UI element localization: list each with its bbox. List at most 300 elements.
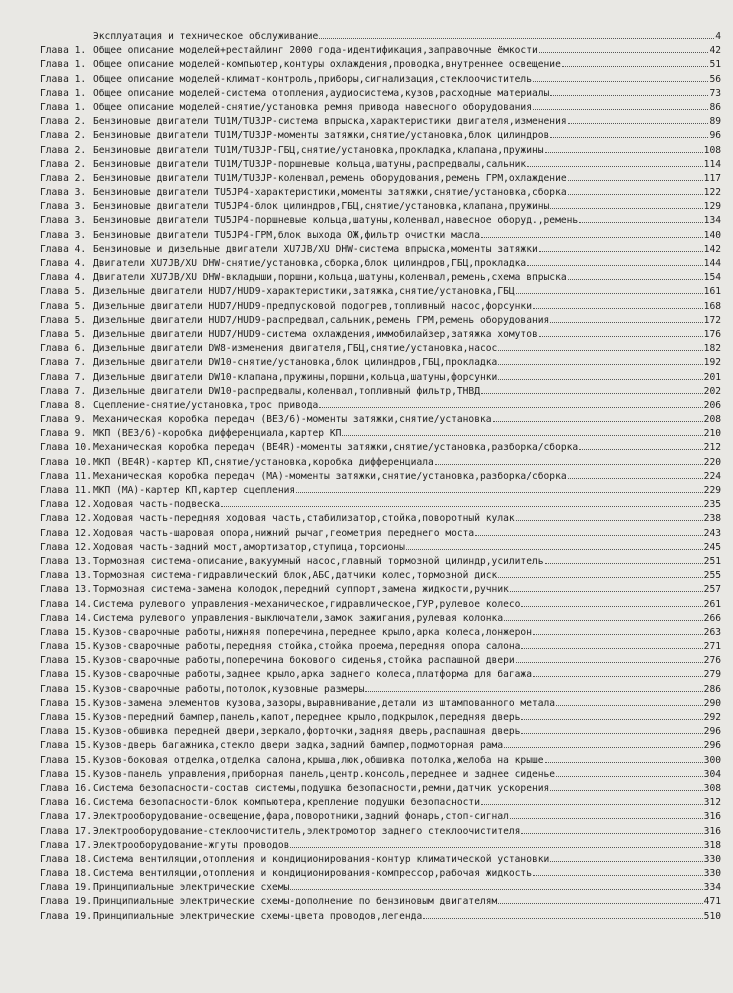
dot-leader <box>406 549 703 550</box>
chapter-label: Глава 5. <box>40 314 87 326</box>
chapter-label: Глава 16. <box>40 782 92 794</box>
toc-entry <box>93 810 721 824</box>
entry-title: Принципиальные электрические схемы-дополнение по бензиновым двигателям <box>93 896 498 908</box>
toc-entry <box>93 73 721 87</box>
dot-leader <box>290 889 702 890</box>
entry-page-number: 206 <box>703 399 721 411</box>
entry-title: Дизельные двигатели DW8-изменения двигателя,ГБЦ,снятие/установка,насос <box>93 343 498 355</box>
toc-entry <box>93 839 721 853</box>
toc-row <box>0 229 733 243</box>
entry-title: Кузов-сварочные работы,нижняя поперечина,переднее крыло,арка колеса,лонжерон <box>93 626 532 638</box>
entry-page-number: 51 <box>709 59 721 71</box>
chapter-label: Глава 7. <box>40 371 87 383</box>
chapter-label: Глава 15. <box>40 740 92 752</box>
toc-row <box>0 697 733 711</box>
dot-leader <box>579 222 702 223</box>
chapter-label: Глава 11. <box>40 485 92 496</box>
dot-leader <box>556 705 703 706</box>
entry-page-number: 192 <box>703 357 721 369</box>
entry-page-number: 316 <box>703 811 721 823</box>
toc-entry <box>93 569 721 583</box>
toc-entry <box>93 668 721 682</box>
entry-title: Система рулевого управления-выключатели,замок зажигания,рулевая колонка <box>93 612 504 624</box>
dot-leader <box>539 52 709 53</box>
dot-leader <box>365 691 702 692</box>
toc-entry <box>93 484 721 498</box>
entry-page-number: 510 <box>703 910 721 922</box>
dot-leader <box>562 66 709 67</box>
chapter-label: Глава 12. <box>40 513 92 525</box>
entry-page-number: 271 <box>703 641 721 653</box>
toc-row <box>0 328 733 342</box>
toc-entry <box>93 853 721 867</box>
toc-entry <box>93 129 721 143</box>
toc-row <box>0 683 733 697</box>
entry-title: Принципиальные электрические схемы-цвета проводов,легенда <box>93 910 423 922</box>
entry-title: Общее описание моделей-компьютер,контуры охлаждения,проводка,внутреннее освещение <box>93 59 561 71</box>
toc-row <box>0 101 733 115</box>
dot-leader <box>498 903 702 904</box>
dot-leader <box>521 733 702 734</box>
chapter-label: Глава 5. <box>40 328 87 340</box>
entry-title: Дизельные двигатели DW10-клапана,пружины,поршни,кольца,шатуны,форсунки <box>93 371 498 383</box>
entry-page-number: 318 <box>703 839 721 851</box>
dot-leader <box>481 804 703 805</box>
toc-intro-row <box>0 30 733 44</box>
entry-page-number: 255 <box>703 570 721 582</box>
chapter-label: Глава 13. <box>40 584 92 596</box>
dot-leader <box>539 336 703 337</box>
dot-leader <box>481 393 703 394</box>
toc-row <box>0 867 733 881</box>
entry-page-number: 96 <box>709 130 721 142</box>
dot-leader <box>516 662 703 663</box>
entry-page-number: 73 <box>709 87 721 99</box>
entry-title: Система безопасности-состав системы,подушка безопасности,ремни,датчик ускорения <box>93 782 550 794</box>
entry-page-number: 296 <box>703 740 721 752</box>
entry-title: Общее описание моделей+рестайлинг 2000 года-идентификация,заправочные ёмкости <box>93 45 538 57</box>
dot-leader <box>533 308 703 309</box>
entry-page-number: 304 <box>703 768 721 780</box>
entry-page-number: 140 <box>703 229 721 241</box>
dot-leader <box>568 478 703 479</box>
chapter-label: Глава 9. <box>40 428 87 440</box>
entry-title: Дизельные двигатели HUD7/HUD9-характеристики,затяжка,снятие/установка,ГБЦ <box>93 286 515 298</box>
toc-entry <box>93 697 721 711</box>
toc-entry <box>93 626 721 640</box>
entry-title: Дизельные двигатели DW10-снятие/установка,блок цилиндров,ГБЦ,прокладка <box>93 357 498 369</box>
entry-title: Электрооборудование-стеклоочиститель,электромотор заднего стеклоочистителя <box>93 825 521 837</box>
chapter-label: Глава 15. <box>40 726 92 738</box>
chapter-label: Глава 5. <box>40 300 87 312</box>
entry-page-number: 245 <box>703 541 721 553</box>
toc-row <box>0 640 733 654</box>
toc-row <box>0 711 733 725</box>
entry-title: Кузов-сварочные работы,передняя стойка,стойка проема,передняя опора салона <box>93 641 521 653</box>
entry-title: Принципиальные электрические схемы <box>93 882 290 894</box>
entry-page-number: 263 <box>703 626 721 638</box>
entry-page-number: 292 <box>703 712 721 723</box>
toc-row <box>0 399 733 413</box>
dot-leader <box>568 123 709 124</box>
chapter-label: Глава 10. <box>40 456 92 468</box>
dot-leader <box>533 109 708 110</box>
entry-title: Ходовая часть-подвеска <box>93 499 221 511</box>
entry-page-number: 144 <box>703 258 721 269</box>
dot-leader <box>510 591 703 592</box>
chapter-label: Глава 10. <box>40 442 92 454</box>
entry-title: Система безопасности-блок компьютера,крепление подушки безопасности <box>93 797 480 809</box>
entry-page-number: 266 <box>703 612 721 624</box>
entry-title: Кузов-обшивка передней двери,зеркало,форточки,задняя дверь,распашная дверь <box>93 726 521 738</box>
toc-row <box>0 73 733 87</box>
toc-row <box>0 555 733 569</box>
toc-entry <box>93 825 721 839</box>
toc-row <box>0 44 733 58</box>
toc-entry <box>93 413 721 427</box>
chapter-label: Глава 1. <box>40 73 87 85</box>
chapter-label: Глава 17. <box>40 825 92 837</box>
toc-row <box>0 768 733 782</box>
chapter-label: Глава 4. <box>40 272 87 284</box>
entry-title: Двигатели XU7JB/XU DHW-вкладыши,поршни,кольца,шатуны,коленвал,ремень,схема впрыска <box>93 272 567 284</box>
dot-leader <box>498 364 702 365</box>
dot-leader <box>550 322 702 323</box>
entry-title: Кузов-сварочные работы,поперечина бокового сиденья,стойка распашной двери <box>93 655 515 667</box>
toc-row <box>0 796 733 810</box>
toc-row <box>0 569 733 583</box>
toc-entry <box>93 427 721 441</box>
dot-leader <box>342 435 702 436</box>
toc-row <box>0 512 733 526</box>
chapter-label: Глава 15. <box>40 768 92 780</box>
entry-title: Дизельные двигатели DW10-распредвалы,коленвал,топливный фильтр,ТНВД <box>93 385 480 397</box>
dot-leader <box>521 648 702 649</box>
chapter-label: Глава 1. <box>40 59 87 71</box>
dot-leader <box>498 577 702 578</box>
toc-entry <box>93 30 721 44</box>
entry-page-number: 290 <box>703 697 721 709</box>
chapter-label: Глава 12. <box>40 527 92 539</box>
entry-page-number: 229 <box>703 485 721 496</box>
entry-page-number: 312 <box>703 797 721 809</box>
entry-page-number: 161 <box>703 286 721 298</box>
chapter-label: Глава 2. <box>40 116 87 128</box>
entry-title: Кузов-боковая отделка,отделка салона,крыша,люк,обшивка потолка,желоба на крыше <box>93 754 544 766</box>
entry-page-number: 142 <box>703 243 721 255</box>
toc-entry <box>93 328 721 342</box>
toc-entry <box>93 58 721 72</box>
toc-row <box>0 144 733 158</box>
chapter-label: Глава 3. <box>40 187 87 199</box>
entry-title: Общее описание моделей-климат-контроль,приборы,сигнализация,стеклоочиститель <box>93 73 532 85</box>
toc-entry <box>93 541 721 555</box>
chapter-label: Глава 3. <box>40 215 87 227</box>
toc-entry <box>93 782 721 796</box>
toc-row <box>0 186 733 200</box>
dot-leader <box>550 861 702 862</box>
chapter-label: Глава 15. <box>40 697 92 709</box>
entry-title: Общее описание моделей-снятие/установка ремня привода навесного оборудования <box>93 101 532 113</box>
entry-page-number: 42 <box>709 45 721 57</box>
toc-entry <box>93 158 721 172</box>
entry-title: Кузов-дверь багажника,стекло двери задка,задний бампер,подмоторная рама <box>93 740 504 752</box>
entry-title: Бензиновые двигатели TU1M/TU3JP-ГБЦ,снятие/установка,прокладка,клапана,пружины <box>93 144 544 156</box>
toc-entry <box>93 87 721 101</box>
chapter-label: Глава 7. <box>40 385 87 397</box>
entry-page-number: 308 <box>703 782 721 794</box>
entry-title: Тормозная система-описание,вакуумный насос,главный тормозной цилиндр,усилитель <box>93 555 544 567</box>
dot-leader <box>579 449 702 450</box>
toc-row <box>0 470 733 484</box>
toc-entry <box>93 441 721 455</box>
dot-leader <box>533 676 703 677</box>
entry-page-number: 220 <box>703 456 721 468</box>
chapter-label: Глава 15. <box>40 641 92 653</box>
toc-entry <box>93 512 721 526</box>
toc-entry <box>93 612 721 626</box>
entry-title: Бензиновые двигатели TU1M/TU3JP-поршневые кольца,шатуны,распредвалы,сальник <box>93 158 527 170</box>
entry-title: Двигатели XU7JB/XU DHW-снятие/установка,сборка,блок цилиндров,ГБЦ,прокладка <box>93 258 527 269</box>
chapter-label: Глава 17. <box>40 811 92 823</box>
entry-page-number: 4 <box>715 31 721 42</box>
entry-page-number: 261 <box>703 598 721 610</box>
toc-row <box>0 739 733 753</box>
toc-row <box>0 385 733 399</box>
toc-row <box>0 115 733 129</box>
toc-entry <box>93 598 721 612</box>
toc-entry <box>93 527 721 541</box>
toc-entry <box>93 867 721 881</box>
chapter-label: Глава 19. <box>40 910 92 922</box>
entry-page-number: 182 <box>703 343 721 355</box>
toc-row <box>0 668 733 682</box>
entry-page-number: 117 <box>703 172 721 184</box>
entry-page-number: 154 <box>703 272 721 284</box>
dot-leader <box>545 152 703 153</box>
chapter-label: Глава 12. <box>40 541 92 553</box>
entry-title: Дизельные двигатели HUD7/HUD9-распредвал,сальник,ремень ГРМ,ремень оборудования <box>93 314 550 326</box>
entry-title: Бензиновые двигатели TU5JP4-ГРМ,блок выхода ОЖ,фильтр очистки масла <box>93 229 480 241</box>
entry-title: Бензиновые двигатели TU5JP4-характеристики,моменты затяжки,снятие/установка,сборка <box>93 187 567 199</box>
dot-leader <box>539 251 703 252</box>
toc-row <box>0 87 733 101</box>
toc-entry <box>93 725 721 739</box>
entry-title: МКП (BE3/6)-коробка дифференциала,картер КП <box>93 428 342 440</box>
toc-row <box>0 214 733 228</box>
toc-row <box>0 583 733 597</box>
toc-row <box>0 853 733 867</box>
dot-leader <box>481 237 703 238</box>
toc-entry <box>93 144 721 158</box>
entry-title: Дизельные двигатели HUD7/HUD9-система охлаждения,иммобилайзер,затяжка хомутов <box>93 328 538 340</box>
chapter-label: Глава 16. <box>40 797 92 809</box>
toc-entry <box>93 229 721 243</box>
chapter-label: Глава 13. <box>40 570 92 582</box>
dot-leader <box>545 762 703 763</box>
entry-title: Ходовая часть-передняя ходовая часть,стабилизатор,стойка,поворотный кулак <box>93 513 515 525</box>
entry-page-number: 257 <box>703 584 721 596</box>
dot-leader <box>550 95 708 96</box>
toc-row <box>0 158 733 172</box>
toc-entry <box>93 385 721 399</box>
entry-title: Механическая коробка передач (BE3/6)-моменты затяжки,снятие/установка <box>93 414 492 426</box>
toc-entry <box>93 895 721 909</box>
chapter-label: Глава 8. <box>40 399 87 411</box>
toc-row <box>0 257 733 271</box>
toc-row <box>0 725 733 739</box>
toc-entry <box>93 711 721 725</box>
dot-leader <box>319 38 714 39</box>
toc-entry <box>93 271 721 285</box>
toc-row <box>0 895 733 909</box>
toc-row <box>0 626 733 640</box>
chapter-label: Глава 6. <box>40 343 87 355</box>
entry-page-number: 330 <box>703 868 721 880</box>
entry-title: Эксплуатация и техническое обслуживание <box>93 31 319 42</box>
entry-title: Тормозная система-гидравлический блок,АБС,датчики колес,тормозной диск <box>93 570 498 582</box>
dot-leader <box>556 776 703 777</box>
dot-leader <box>568 279 703 280</box>
toc-row <box>0 371 733 385</box>
dot-leader <box>498 379 702 380</box>
dot-leader <box>493 421 703 422</box>
chapter-label: Глава 2. <box>40 172 87 184</box>
dot-leader <box>521 719 702 720</box>
entry-page-number: 176 <box>703 328 721 340</box>
dot-leader <box>550 137 708 138</box>
entry-page-number: 129 <box>703 201 721 213</box>
toc-list <box>0 44 733 924</box>
entry-page-number: 212 <box>703 442 721 454</box>
chapter-label: Глава 15. <box>40 754 92 766</box>
toc-row <box>0 314 733 328</box>
toc-row <box>0 654 733 668</box>
entry-page-number: 316 <box>703 825 721 837</box>
entry-title: МКП (МА)-картер КП,картер сцепления <box>93 485 296 496</box>
chapter-label: Глава 19. <box>40 896 92 908</box>
entry-title: Тормозная система-замена колодок,передний суппорт,замена жидкости,ручник <box>93 584 509 596</box>
toc-row <box>0 271 733 285</box>
dot-leader <box>527 265 702 266</box>
table-of-contents <box>0 30 733 924</box>
entry-page-number: 471 <box>703 896 721 908</box>
toc-row <box>0 825 733 839</box>
entry-title: Кузов-панель управления,приборная панель,центр.консоль,переднее и заднее сиденье <box>93 768 556 780</box>
entry-title: Электрооборудование-освещение,фара,поворотники,задний фонарь,стоп-сигнал <box>93 811 509 823</box>
toc-entry <box>93 371 721 385</box>
toc-entry <box>93 314 721 328</box>
entry-page-number: 235 <box>703 499 721 511</box>
dot-leader <box>533 634 703 635</box>
entry-title: Общее описание моделей-система отопления,аудиосистема,кузов,расходные материалы <box>93 87 550 99</box>
dot-leader <box>550 790 702 791</box>
chapter-label: Глава 17. <box>40 839 92 851</box>
chapter-label: Глава 18. <box>40 853 92 865</box>
dot-leader <box>550 208 702 209</box>
entry-page-number: 276 <box>703 655 721 667</box>
entry-page-number: 334 <box>703 882 721 894</box>
chapter-label: Глава 3. <box>40 201 87 213</box>
chapter-label: Глава 12. <box>40 499 92 511</box>
entry-title: Бензиновые двигатели TU1M/TU3JP-коленвал,ремень оборудования,ремень ГРМ,охлаждение <box>93 172 567 184</box>
toc-row <box>0 839 733 853</box>
entry-title: Система вентиляции,отопления и кондиционирования-контур климатической установки <box>93 853 550 865</box>
entry-page-number: 279 <box>703 669 721 681</box>
entry-title: МКП (BE4R)-картер КП,снятие/установка,коробка дифференциала <box>93 456 434 468</box>
entry-page-number: 208 <box>703 414 721 426</box>
dot-leader <box>516 293 703 294</box>
entry-page-number: 210 <box>703 428 721 440</box>
toc-row <box>0 441 733 455</box>
dot-leader <box>319 407 702 408</box>
dot-leader <box>221 506 703 507</box>
toc-entry <box>93 456 721 470</box>
toc-row <box>0 427 733 441</box>
entry-page-number: 251 <box>703 555 721 567</box>
toc-row <box>0 285 733 299</box>
dot-leader <box>498 350 702 351</box>
toc-entry <box>93 470 721 484</box>
toc-entry <box>93 739 721 753</box>
dot-leader <box>475 535 702 536</box>
entry-title: Система вентиляции,отопления и кондиционирования-компрессор,рабочая жидкость <box>93 868 532 880</box>
entry-page-number: 172 <box>703 314 721 326</box>
toc-entry <box>93 754 721 768</box>
dot-leader <box>568 194 703 195</box>
entry-title: Ходовая часть-шаровая опора,нижний рычаг,геометрия переднего моста <box>93 527 475 539</box>
chapter-label: Глава 15. <box>40 712 92 723</box>
entry-page-number: 168 <box>703 300 721 312</box>
toc-entry <box>93 214 721 228</box>
dot-leader <box>516 520 703 521</box>
toc-entry <box>93 356 721 370</box>
entry-page-number: 122 <box>703 187 721 199</box>
toc-entry <box>93 796 721 810</box>
toc-row <box>0 413 733 427</box>
entry-page-number: 86 <box>709 101 721 113</box>
chapter-label: Глава 4. <box>40 258 87 269</box>
entry-title: Система рулевого управления-механическое,гидравлическое,ГУР,рулевое колесо <box>93 598 521 610</box>
toc-entry <box>93 399 721 413</box>
entry-title: Сцепление-снятие/установка,трос привода <box>93 399 319 411</box>
entry-page-number: 238 <box>703 513 721 525</box>
chapter-label: Глава 14. <box>40 612 92 624</box>
dot-leader <box>533 875 703 876</box>
toc-row <box>0 754 733 768</box>
entry-title: Ходовая часть-задний мост,амортизатор,ступица,торсионы <box>93 541 405 553</box>
chapter-label: Глава 1. <box>40 45 87 57</box>
dot-leader <box>521 606 702 607</box>
toc-row <box>0 129 733 143</box>
entry-page-number: 108 <box>703 144 721 156</box>
dot-leader <box>568 180 703 181</box>
entry-title: Кузов-сварочные работы,потолок,кузовные размеры <box>93 683 365 695</box>
dot-leader <box>545 563 703 564</box>
toc-entry <box>93 44 721 58</box>
toc-entry <box>93 768 721 782</box>
entry-title: Механическая коробка передач (МА)-моменты затяжки,снятие/установка,разборка/сборка <box>93 470 567 482</box>
toc-entry <box>93 285 721 299</box>
entry-title: Механическая коробка передач (BE4R)-моменты затяжки,снятие/установка,разборка/сборка <box>93 442 579 454</box>
toc-entry <box>93 498 721 512</box>
toc-row <box>0 300 733 314</box>
toc-row <box>0 527 733 541</box>
toc-entry <box>93 200 721 214</box>
chapter-label: Глава 2. <box>40 158 87 170</box>
entry-page-number: 224 <box>703 470 721 482</box>
entry-title: Кузов-передний бампер,панель,капот,переднее крыло,подкрылок,передняя дверь <box>93 712 521 723</box>
